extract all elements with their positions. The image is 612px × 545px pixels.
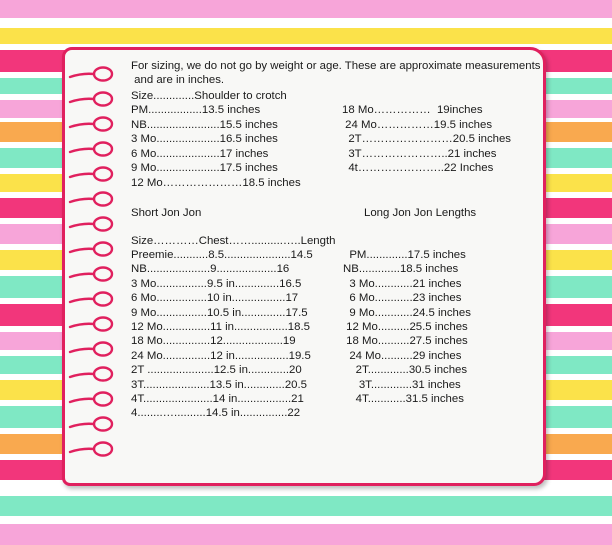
spiral-ring (70, 193, 112, 206)
short-jon-jon-row: 4........…..........14.5 in...............22 (131, 407, 301, 420)
short-jon-jon-title: Short Jon Jon (131, 207, 202, 219)
short-jon-jon-row: 3T.....................13.5 in.............20.5 (131, 378, 307, 391)
short-jon-jon-row: NB....................9...................16 (131, 263, 290, 276)
shoulder-left-row: 3 Mo....................16.5 inches (131, 133, 278, 146)
short-jon-jon-row: 3 Mo................9.5 in..............16.5 (131, 277, 302, 290)
long-jon-jon-row: PM.............17.5 inches (343, 249, 466, 261)
short-jon-jon-row: Preemie...........8.5.....................14.5 (131, 249, 313, 261)
spiral-ring (70, 118, 112, 131)
shoulder-left-row: PM.................13.5 inches (131, 104, 261, 116)
long-jon-jon-row: 18 Mo..........27.5 inches (343, 335, 468, 348)
spiral-ring (70, 293, 112, 306)
spiral-ring (70, 343, 112, 356)
long-jon-jon-row: 12 Mo..........25.5 inches (343, 321, 468, 333)
spiral-ring (70, 168, 112, 181)
long-jon-jon-row: 2T.............30.5 inches (343, 364, 468, 377)
spiral-ring (70, 443, 112, 456)
spiral-ring (70, 93, 112, 106)
intro-line-1: For sizing, we do not go by weight or age. These are approximate measurements (131, 60, 541, 72)
shoulder-right-row: 18 Mo…………… 19inches (342, 104, 483, 116)
shoulder-right-row: 2T……………………20.5 inches (342, 133, 512, 146)
short-jon-jon-row: 9 Mo................10.5 in..............17.5 (131, 306, 308, 319)
shoulder-right-row: 4t…………………..22 Inches (342, 162, 494, 175)
long-jon-jon-row: 24 Mo..........29 inches (343, 349, 462, 362)
long-jon-jon-row: NB.............18.5 inches (343, 263, 459, 276)
long-jon-jon-title: Long Jon Jon Lengths (364, 207, 477, 219)
short-jon-jon-row: 2T .....................12.5 in.............20 (131, 364, 302, 377)
short-jon-jon-row: 12 Mo...............11 in.................18.5 (131, 321, 310, 333)
spiral-ring (70, 143, 112, 156)
short-jon-jon-row: 18 Mo...............12...................19 (131, 335, 296, 348)
long-jon-jon-row: 9 Mo............24.5 inches (343, 306, 471, 319)
long-jon-jon-row: 4T............31.5 inches (343, 393, 464, 405)
spiral-ring (70, 393, 112, 406)
shoulder-left-row: 12 Mo…………………18.5 inches (131, 177, 301, 189)
spiral-ring (70, 318, 112, 331)
spiral-ring (70, 268, 112, 281)
intro-line-2: and are in inches. (131, 74, 225, 86)
short-jon-jon-row: 4T......................14 in.................21 (131, 393, 304, 405)
spiral-ring (70, 218, 112, 231)
intro-text (131, 59, 540, 87)
shoulder-left-row: 6 Mo....................17 inches (131, 147, 269, 160)
short-jon-jon-header: Size…………Chest……..........…..Length (131, 235, 336, 247)
shoulder-right-row: 24 Mo……………19.5 inches (342, 118, 493, 131)
spiral-ring (70, 68, 112, 81)
long-jon-jon-row: 3T.............31 inches (343, 378, 461, 391)
shoulder-left-row: NB.......................15.5 inches (131, 118, 278, 131)
spiral-ring (70, 368, 112, 381)
spiral-ring (70, 243, 112, 256)
short-jon-jon-row: 24 Mo...............12 in.................19.5 (131, 349, 311, 362)
long-jon-jon-row: 6 Mo............23 inches (343, 292, 462, 305)
shoulder-header: Size.............Shoulder to crotch (131, 90, 287, 102)
short-jon-jon-row: 6 Mo................10 in.................17 (131, 292, 299, 305)
shoulder-right-row: 3T…………………..21 inches (342, 147, 497, 160)
long-jon-jon-row: 3 Mo............21 inches (343, 277, 462, 290)
shoulder-left-row: 9 Mo....................17.5 inches (131, 162, 278, 175)
spiral-ring (70, 418, 112, 431)
